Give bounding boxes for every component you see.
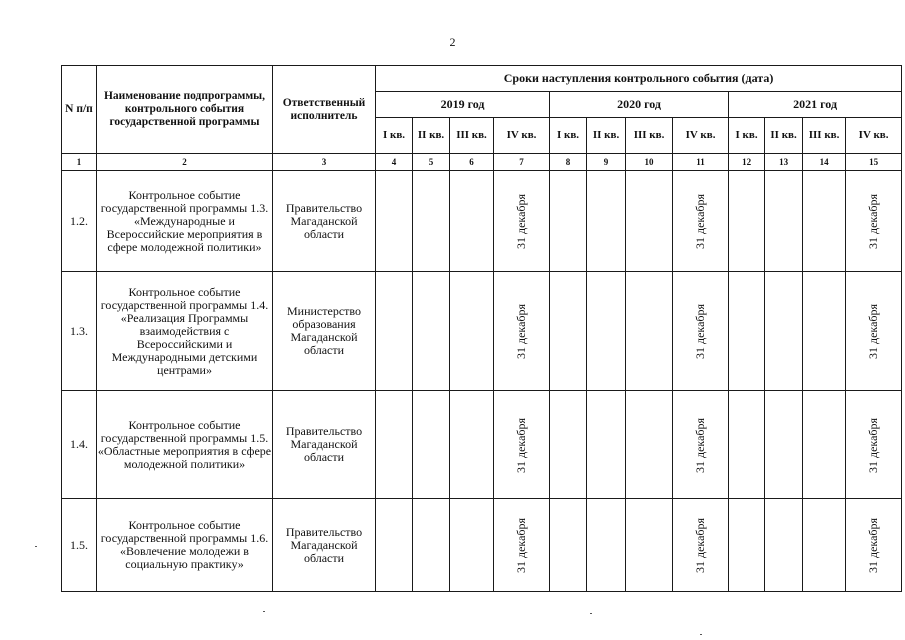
row-number: 1.4. [62, 391, 97, 499]
quarter-date-cell [450, 171, 494, 272]
quarter-date-cell [846, 272, 902, 391]
table-row [62, 391, 902, 499]
quarter-date-cell [729, 499, 765, 592]
event-date: 31 декабря [866, 517, 881, 574]
header-quarter: IV кв. [846, 118, 902, 154]
column-number: 2 [97, 154, 273, 171]
column-number: 4 [376, 154, 413, 171]
column-number: 9 [587, 154, 626, 171]
scan-artifact [590, 613, 592, 614]
header-quarter: II кв. [413, 118, 450, 154]
column-number: 11 [673, 154, 729, 171]
quarter-date-cell [494, 171, 550, 272]
event-date: 31 декабря [693, 517, 708, 574]
header-responsible: Ответственный исполнитель [273, 66, 376, 154]
scan-artifact [700, 634, 702, 635]
quarter-date-cell [673, 171, 729, 272]
quarter-date-cell [729, 391, 765, 499]
event-date: 31 декабря [514, 303, 529, 360]
table-row [62, 499, 902, 592]
quarter-date-cell [626, 391, 673, 499]
quarter-date-cell [626, 171, 673, 272]
header-quarter: III кв. [803, 118, 846, 154]
column-number: 13 [765, 154, 803, 171]
quarter-date-cell [765, 499, 803, 592]
header-events-dates: Сроки наступления контрольного события (дата) [376, 66, 902, 92]
quarter-date-cell [550, 499, 587, 592]
responsible-executor: Правительство Магаданской области [273, 391, 376, 499]
quarter-date-cell [673, 272, 729, 391]
event-date: 31 декабря [866, 417, 881, 473]
event-name: Контрольное событие государственной программы 1.5. «Областные мероприятия в сфере молодежной политики» [97, 391, 273, 499]
quarter-date-cell [765, 391, 803, 499]
event-date: 31 декабря [514, 193, 529, 250]
quarter-date-cell [450, 391, 494, 499]
quarter-date-cell [846, 171, 902, 272]
quarter-date-cell [803, 391, 846, 499]
header-number: N п/п [62, 66, 97, 154]
quarter-date-cell [413, 171, 450, 272]
table-row [62, 171, 902, 272]
quarter-date-cell [673, 391, 729, 499]
responsible-executor: Правительство Магаданской области [273, 171, 376, 272]
header-quarter: I кв. [550, 118, 587, 154]
quarter-date-cell [550, 391, 587, 499]
event-date: 31 декабря [693, 417, 708, 473]
column-number: 10 [626, 154, 673, 171]
quarter-date-cell [413, 272, 450, 391]
header-quarter: I кв. [729, 118, 765, 154]
column-number: 5 [413, 154, 450, 171]
quarter-date-cell [376, 499, 413, 592]
row-number: 1.3. [62, 272, 97, 391]
column-number: 12 [729, 154, 765, 171]
event-name: Контрольное событие государственной программы 1.3. «Международные и Всероссийские мероприятия в сфере молодежной политики» [97, 171, 273, 272]
event-date: 31 декабря [866, 303, 881, 360]
quarter-date-cell [846, 499, 902, 592]
header-name: Наименование подпрограммы, контрольного события государственной программы [97, 66, 273, 154]
quarter-date-cell [765, 171, 803, 272]
header-year: 2021 год [729, 92, 902, 118]
header-year: 2020 год [550, 92, 729, 118]
header-year: 2019 год [376, 92, 550, 118]
quarter-date-cell [803, 499, 846, 592]
event-date: 31 декабря [514, 417, 529, 473]
row-number: 1.2. [62, 171, 97, 272]
quarter-date-cell [413, 391, 450, 499]
quarter-date-cell [550, 171, 587, 272]
column-number: 15 [846, 154, 902, 171]
control-events-table [61, 65, 902, 592]
quarter-date-cell [803, 171, 846, 272]
quarter-date-cell [550, 272, 587, 391]
column-number: 7 [494, 154, 550, 171]
scan-artifact [263, 611, 265, 612]
row-number: 1.5. [62, 499, 97, 592]
quarter-date-cell [765, 272, 803, 391]
responsible-executor: Министерство образования Магаданской области [273, 272, 376, 391]
quarter-date-cell [729, 272, 765, 391]
quarter-date-cell [450, 499, 494, 592]
event-date: 31 декабря [693, 193, 708, 250]
quarter-date-cell [729, 171, 765, 272]
header-quarter: I кв. [376, 118, 413, 154]
quarter-date-cell [673, 499, 729, 592]
event-date: 31 декабря [693, 303, 708, 360]
page-number: 2 [449, 35, 456, 49]
quarter-date-cell [413, 499, 450, 592]
quarter-date-cell [803, 272, 846, 391]
quarter-date-cell [587, 171, 626, 272]
quarter-date-cell [846, 391, 902, 499]
quarter-date-cell [494, 272, 550, 391]
header-quarter: II кв. [765, 118, 803, 154]
column-number: 3 [273, 154, 376, 171]
scan-artifact [35, 546, 37, 547]
event-name: Контрольное событие государственной программы 1.6. «Вовлечение молодежи в социальную практику» [97, 499, 273, 592]
table-row [62, 272, 902, 391]
quarter-date-cell [494, 499, 550, 592]
quarter-date-cell [376, 391, 413, 499]
quarter-date-cell [626, 272, 673, 391]
quarter-date-cell [587, 272, 626, 391]
header-quarter: II кв. [587, 118, 626, 154]
event-date: 31 декабря [514, 517, 529, 574]
quarter-date-cell [376, 272, 413, 391]
quarter-date-cell [587, 499, 626, 592]
event-date: 31 декабря [866, 193, 881, 250]
event-name: Контрольное событие государственной программы 1.4. «Реализация Программы взаимодействия с Всероссийскими и Международными детскими центрами» [97, 272, 273, 391]
column-number: 1 [62, 154, 97, 171]
header-quarter: III кв. [626, 118, 673, 154]
responsible-executor: Правительство Магаданской области [273, 499, 376, 592]
column-number: 8 [550, 154, 587, 171]
column-number: 6 [450, 154, 494, 171]
header-quarter: IV кв. [673, 118, 729, 154]
quarter-date-cell [494, 391, 550, 499]
quarter-date-cell [587, 391, 626, 499]
quarter-date-cell [376, 171, 413, 272]
quarter-date-cell [450, 272, 494, 391]
quarter-date-cell [626, 499, 673, 592]
column-number: 14 [803, 154, 846, 171]
header-quarter: III кв. [450, 118, 494, 154]
header-quarter: IV кв. [494, 118, 550, 154]
